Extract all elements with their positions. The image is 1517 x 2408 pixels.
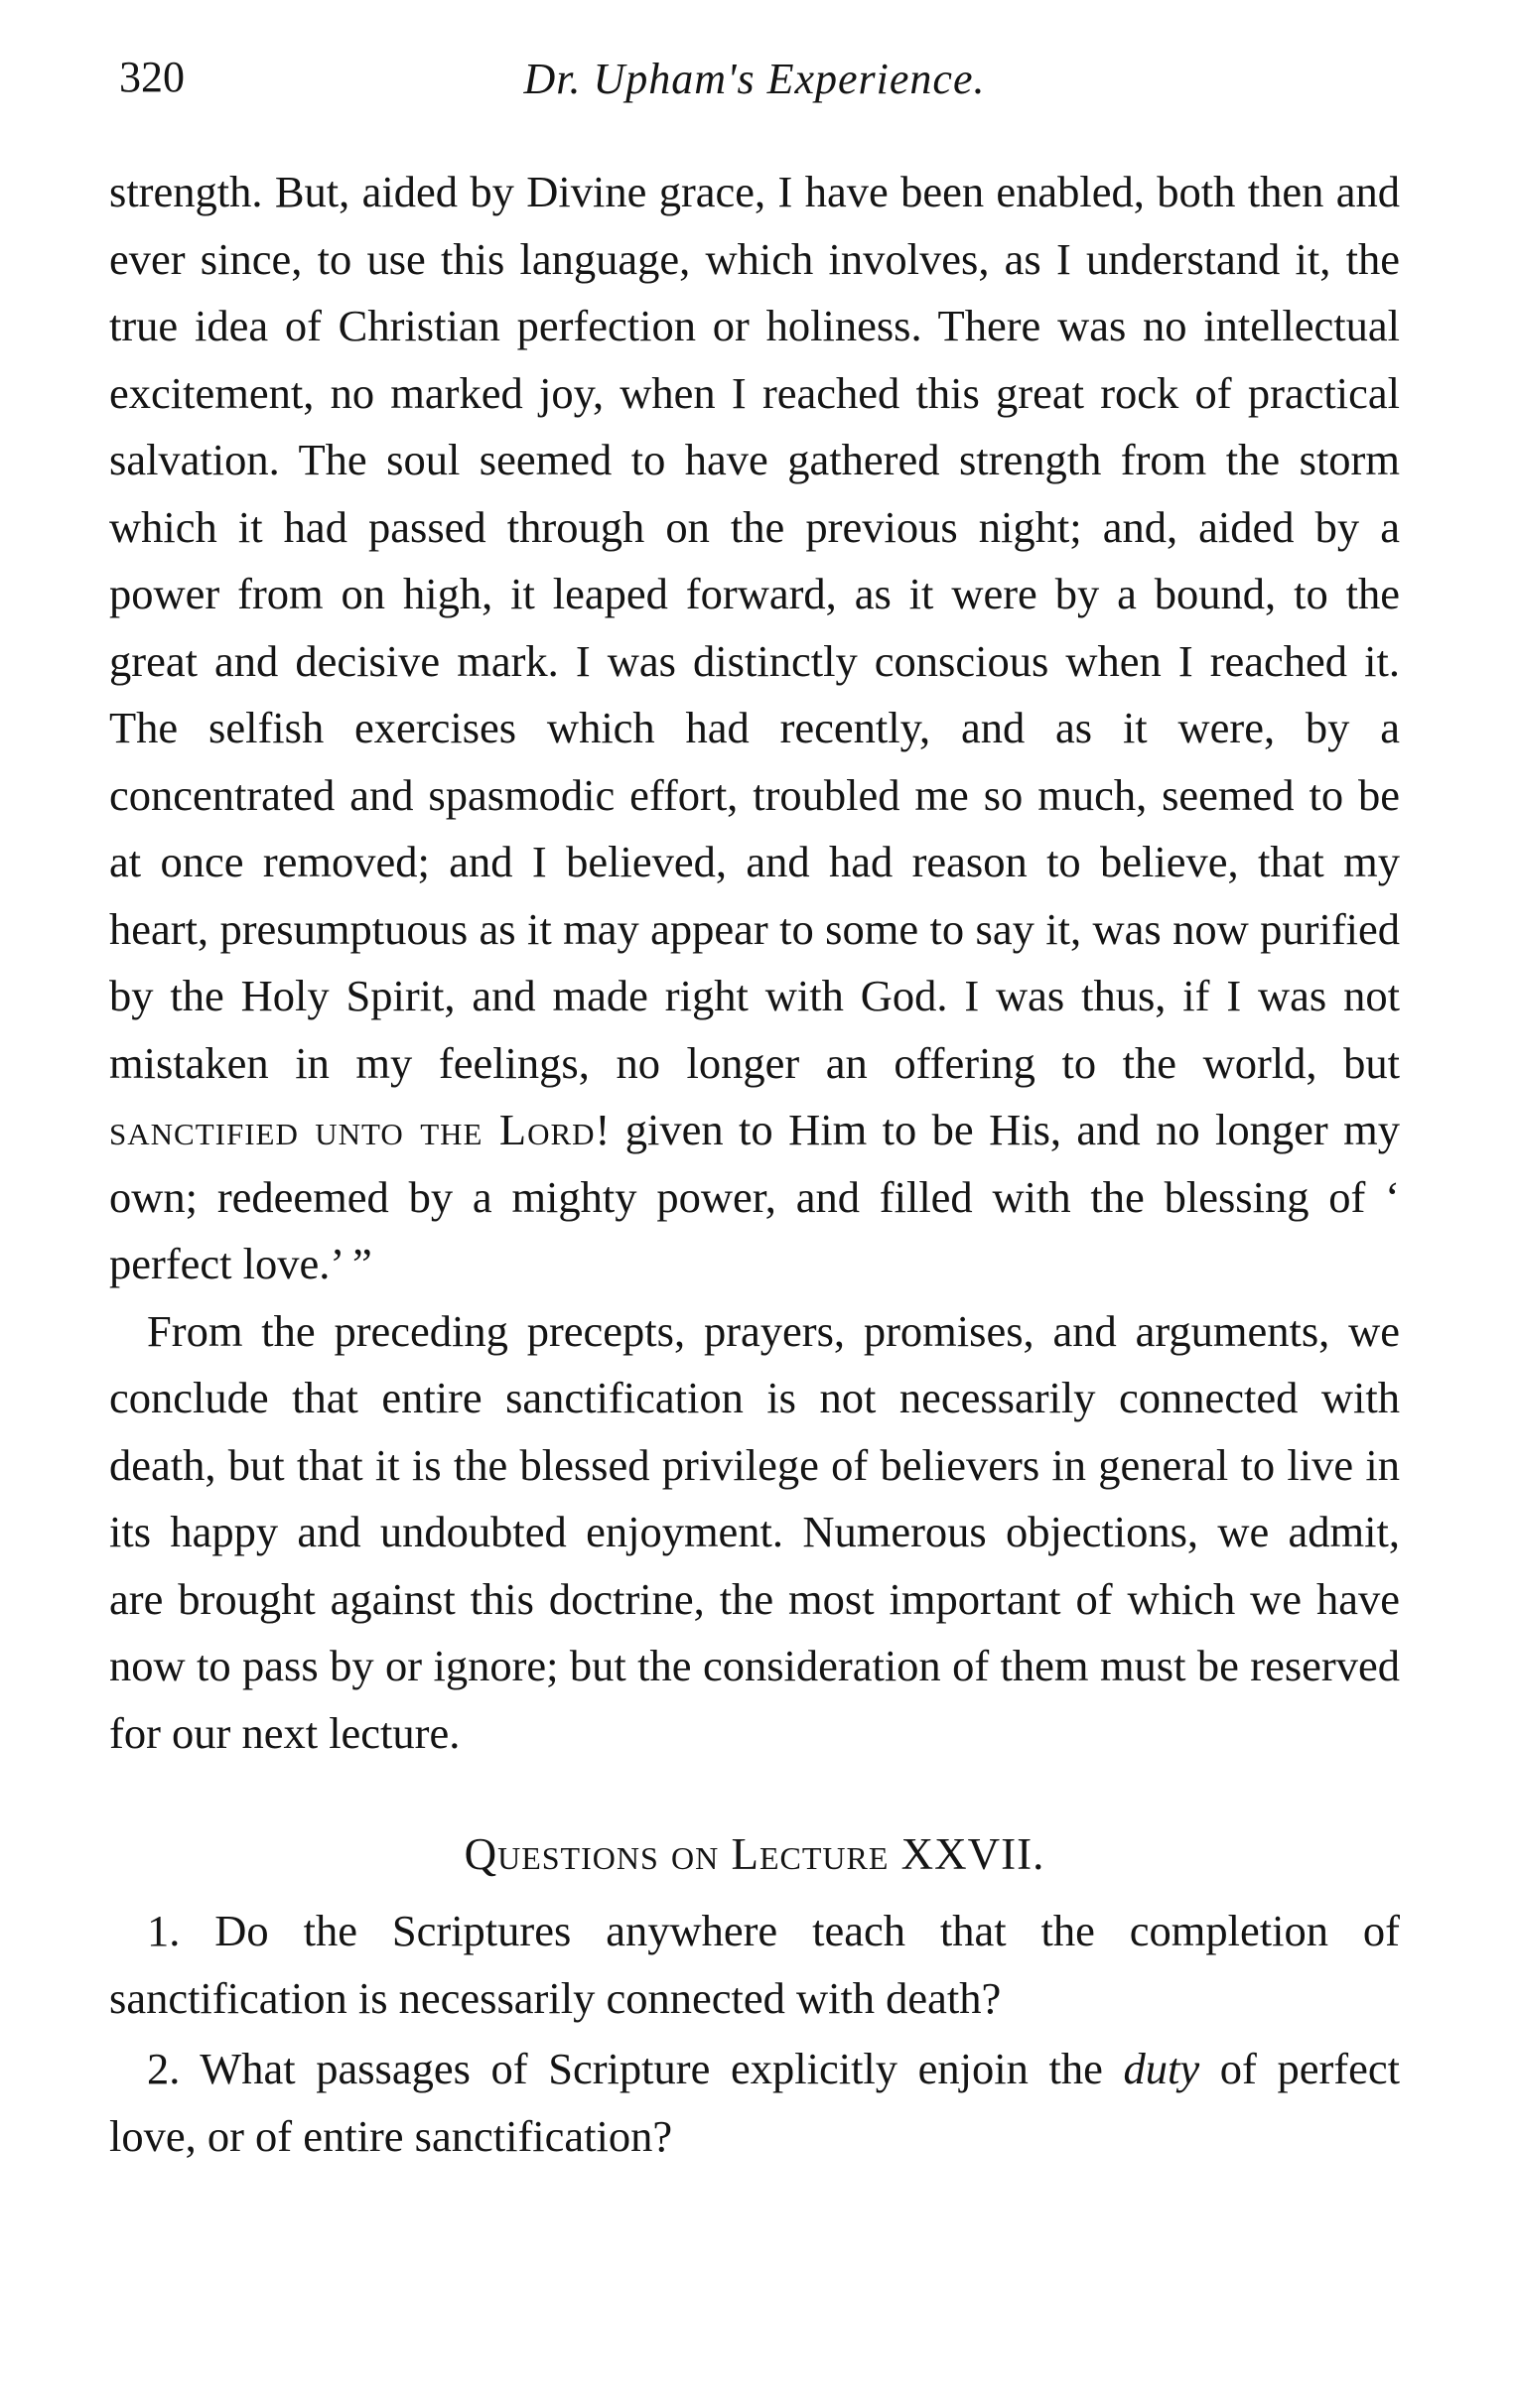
questions-heading: Questions on Lecture XXVII.: [464, 1829, 1045, 1879]
running-head: [109, 52, 1400, 121]
emphasized-word: duty: [1123, 2044, 1200, 2093]
continued-paragraph: [109, 159, 1400, 1298]
questions-list: [109, 1898, 1400, 2170]
body-text: [109, 159, 1400, 1767]
question-item: 1. Do the Scriptures anywhere teach that the completion of sanctification is necessarily connected with death?: [109, 1906, 1400, 2023]
question-text-ending: of perfect love, or of entire sanctification?: [109, 2044, 1400, 2161]
page-number: 320: [119, 53, 185, 101]
running-title: Dr. Upham's Experience.: [523, 55, 986, 103]
question-item: [109, 2036, 1400, 2170]
continued-paragraph-text: strength. But, aided by Divine grace, I have been enabled, both then and ever since, to use this language, which involves, as I understand it, the true idea of Christian perfection or holiness. There was no intellectual excitement, no marked joy, when I reached this great rock of practical salvation. The soul seemed to have gathered strength from the storm which it had passed through on the previous night; and, aided by a power from on high, it leaped forward, as it were by a bound, to the great and decisive mark. I was distinctly conscious when I reached it. The selfish exercises which had recently, and as it were, by a concentrated and spasmodic effort, troubled me so much, seemed to be at once removed; and I believed, and had reason to believe, that my heart, presumptuous as it may appear to some to say it, was now purified by the Holy Spirit, and made right with God. I was thus, if I was not mistaken in my feelings, no longer an offering to the world, but: [109, 167, 1400, 1088]
small-caps-phrase: sanctified unto the Lord: [109, 1105, 596, 1154]
continued-paragraph-ending: ! given to Him to be His, and no longer my own; redeemed by a mighty power, and filled with the blessing of ‘ perfect love.’ ”: [109, 1105, 1400, 1288]
conclusion-paragraph: From the preceding precepts, prayers, promises, and arguments, we conclude that entire sanctification is not necessarily connected with death, but that it is the blessed privilege of believers in general to live in its happy and undoubted enjoyment. Numerous objections, we admit, are brought against this doctrine, the most important of which we have now to pass by or ignore; but the consideration of them must be reserved for our next lecture.: [109, 1305, 1400, 1758]
book-page: [109, 52, 1400, 2174]
question-text: 2. What passages of Scripture explicitly enjoin the: [147, 2044, 1124, 2093]
